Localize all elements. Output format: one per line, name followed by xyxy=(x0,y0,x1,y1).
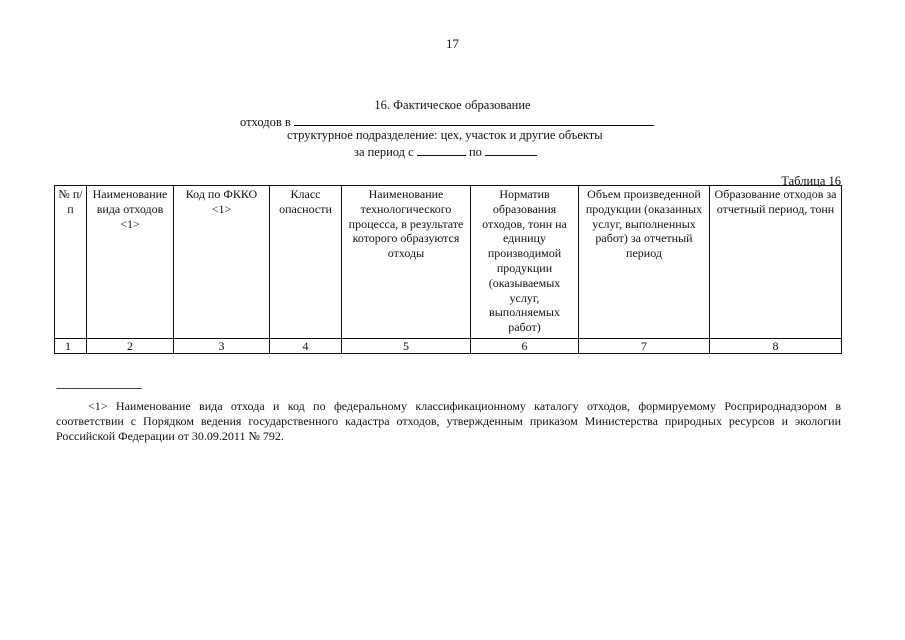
header-waste-generation: Образование отходов за отчетный период, тонн xyxy=(710,186,842,339)
table-label: Таблица 16 xyxy=(781,174,841,188)
column-number-cell: 2 xyxy=(87,339,174,354)
header-production-volume: Объем произведенной продукции (оказанных услуг, выполненных работ) за отчетный период xyxy=(579,186,710,339)
column-number-cell: 4 xyxy=(270,339,342,354)
subdivision-caption: структурное подразделение: цех, участок и другие объекты xyxy=(287,128,603,142)
column-number-cell: 7 xyxy=(579,339,710,354)
column-number-cell: 1 xyxy=(55,339,87,354)
period-from-blank xyxy=(417,143,466,156)
column-number-cell: 6 xyxy=(471,339,579,354)
waste-location-blank xyxy=(294,113,654,126)
section-title: 16. Фактическое образование xyxy=(374,98,531,112)
period-from-label: за период с xyxy=(354,145,414,159)
column-number-row xyxy=(55,339,842,354)
column-number-cell: 3 xyxy=(174,339,270,354)
waste-generation-table xyxy=(54,185,842,354)
footnote-text: <1> Наименование вида отхода и код по федеральному классификационному каталогу отходов, формируемому Росприроднадзором в соответствии с Порядком ведения государственного кадастра отходов, утвержденным приказом Министерства природных ресурсов и экологии Российской Федерации от 30.09.2011 № 792. xyxy=(56,399,841,443)
page-number: 17 xyxy=(446,36,459,51)
period-line xyxy=(354,143,537,160)
footnote-separator: -------------------------------- xyxy=(56,382,142,394)
header-generation-norm: Норматив образования отходов, тонн на единицу производимой продукции (оказываемых услуг, выполняемых работ) xyxy=(471,186,579,339)
header-hazard-class: Класс опасности xyxy=(270,186,342,339)
period-to-blank xyxy=(485,143,537,156)
column-number-cell: 8 xyxy=(710,339,842,354)
period-to-label: по xyxy=(468,145,482,159)
table-header-row xyxy=(55,186,842,339)
header-fkko-code: Код по ФККО <1> xyxy=(174,186,270,339)
header-process-name: Наименование технологического процесса, в результате которого образуются отходы xyxy=(342,186,471,339)
header-waste-name: Наименование вида отходов <1> xyxy=(87,186,174,339)
header-row-number: № п/п xyxy=(55,186,87,339)
waste-location-prefix: отходов в xyxy=(240,115,291,129)
column-number-cell: 5 xyxy=(342,339,471,354)
